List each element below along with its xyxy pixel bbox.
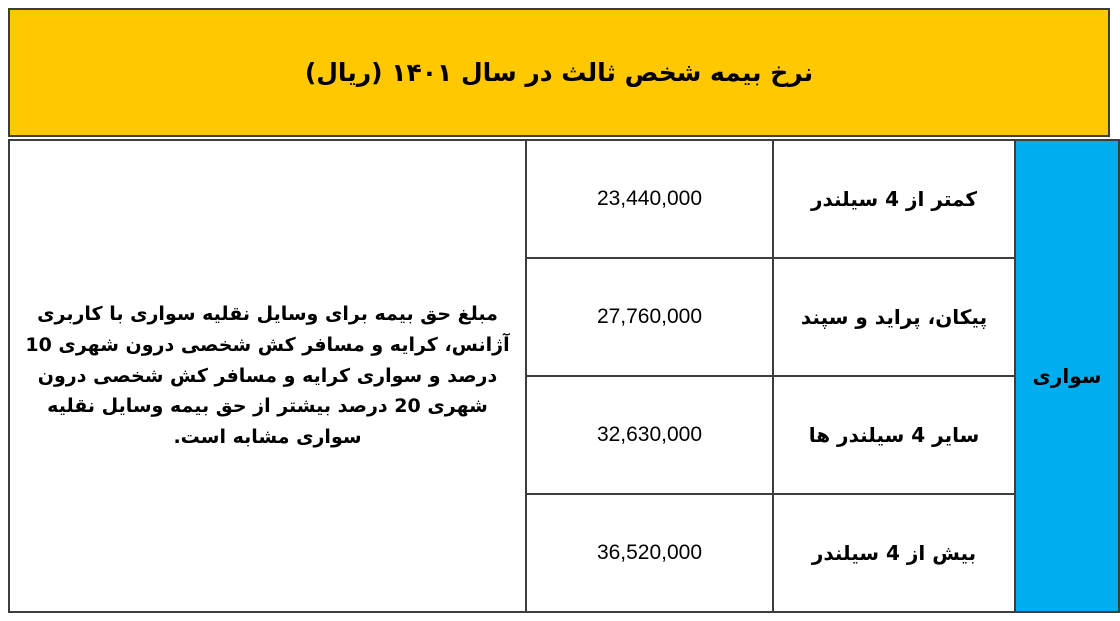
category-label: کمتر از 4 سیلندر: [810, 186, 978, 211]
category-cell: [773, 376, 1015, 494]
amount-cell: [526, 258, 773, 376]
amount-value: 23,440,000: [596, 187, 703, 211]
vehicle-class-cell: [1015, 140, 1119, 612]
table-row: [9, 140, 1119, 258]
page-title: نرخ بیمه شخص ثالث در سال ۱۴۰۱ (ریال): [304, 57, 814, 87]
category-label: سایر 4 سیلندر ها: [808, 422, 980, 447]
title-banner: [8, 8, 1110, 137]
amount-cell: [526, 376, 773, 494]
amount-cell: [526, 140, 773, 258]
amount-value: 32,630,000: [596, 423, 703, 447]
category-cell: [773, 494, 1015, 612]
insurance-rate-table: [8, 139, 1120, 613]
category-cell: [773, 140, 1015, 258]
note-cell: [9, 140, 526, 612]
note-text: مبلغ حق بیمه برای وسایل نقلیه سواری با کاربری آژانس، کرایه و مسافر کش شخصی درون شهری 10 درصد و سواری کرایه و مسافر کش شخصی درون شهری 20 درصد بیشتر از حق بیمه وسایل نقلیه سواری مشابه است.: [25, 303, 510, 449]
amount-value: 27,760,000: [596, 305, 703, 329]
vehicle-class-label: سواری: [1032, 364, 1102, 388]
amount-cell: [526, 494, 773, 612]
category-label: پیکان، پراید و سپند: [800, 304, 988, 329]
category-label: بیش از 4 سیلندر: [811, 540, 977, 565]
category-cell: [773, 258, 1015, 376]
amount-value: 36,520,000: [596, 541, 703, 565]
